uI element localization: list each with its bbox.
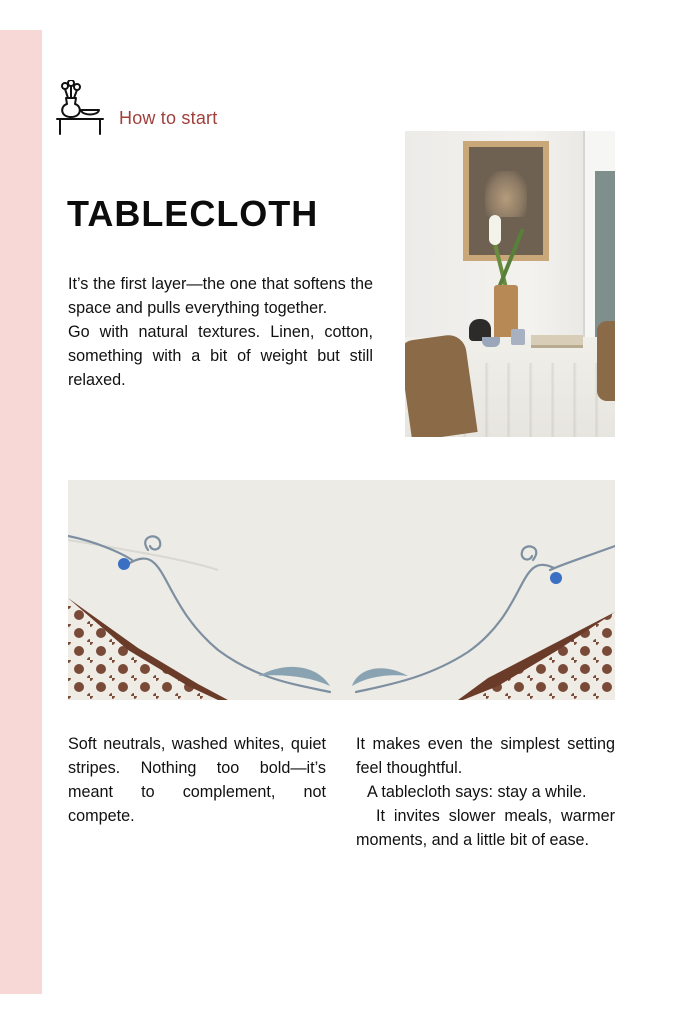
right-column-paragraph-2: A tablecloth says: stay a while. (367, 783, 587, 801)
right-column-paragraph-3: It invites slower meals, warmer moments, and a little bit of ease. (356, 807, 615, 849)
intro-paragraph-1: It’s the first layer—the one that softens the space and pulls everything together. (68, 275, 373, 317)
left-column-paragraph: Soft neutrals, washed whites, quiet stripes. Nothing too bold—it’s meant to complement, not compete. (68, 735, 326, 825)
intro-text (68, 272, 373, 392)
right-column-paragraph-1: It makes even the simplest setting feel thoughtful. (356, 735, 615, 777)
intro-paragraph-2: Go with natural textures. Linen, cotton, something with a bit of weight but still relaxed. (68, 323, 373, 389)
left-column-text (68, 732, 326, 828)
dining-table-photo (405, 131, 615, 437)
table-vase-icon (55, 80, 105, 136)
section-label: How to start (119, 108, 218, 128)
embroidered-tablecloth-photo (68, 480, 615, 700)
page-title: TABLECLOTH (67, 193, 319, 234)
decorative-side-band (0, 30, 42, 994)
right-column-text (356, 732, 615, 852)
